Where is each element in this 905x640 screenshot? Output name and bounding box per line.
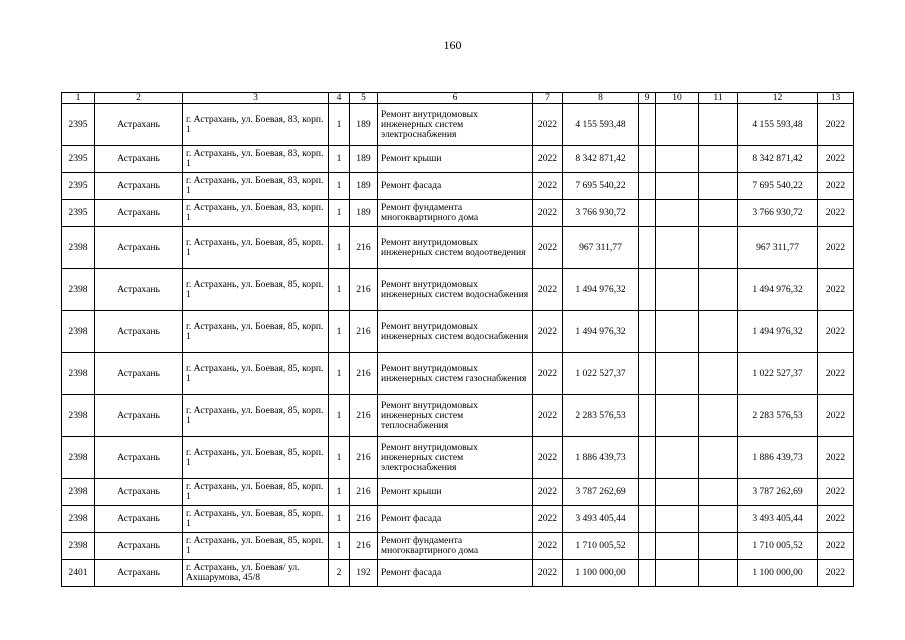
city-cell: Астрахань [95,353,183,395]
col9-cell [639,227,656,269]
col10-cell [656,269,699,311]
column-header: 8 [563,93,639,104]
total-cost-cell: 1 886 439,73 [738,437,818,479]
cost-cell: 3 787 262,69 [563,479,639,506]
address-cell: г. Астрахань, ул. Боевая, 85, корп. 1 [183,437,329,479]
col5-cell: 216 [350,227,378,269]
col11-cell [699,533,738,560]
col5-cell: 216 [350,269,378,311]
total-cost-cell: 2 283 576,53 [738,395,818,437]
total-cost-cell: 3 766 930,72 [738,200,818,227]
total-cost-cell: 1 022 527,37 [738,353,818,395]
year-cell: 2022 [533,533,563,560]
col11-cell [699,506,738,533]
col11-cell [699,104,738,146]
table-row [62,533,854,560]
address-cell: г. Астрахань, ул. Боевая/ ул. Ахшарумова, 45/8 [183,560,329,587]
table-row [62,269,854,311]
column-header: 3 [183,93,329,104]
work-type-cell: Ремонт фасада [378,173,533,200]
col4-cell: 1 [329,395,350,437]
col11-cell [699,227,738,269]
work-type-cell: Ремонт внутридомовых инженерных систем водоотведения [378,227,533,269]
cost-cell: 8 342 871,42 [563,146,639,173]
col9-cell [639,479,656,506]
completion-year-cell: 2022 [818,227,854,269]
col5-cell: 192 [350,560,378,587]
col10-cell [656,173,699,200]
completion-year-cell: 2022 [818,437,854,479]
work-type-cell: Ремонт фасада [378,506,533,533]
column-header: 11 [699,93,738,104]
city-cell: Астрахань [95,200,183,227]
row-number-cell: 2398 [62,506,95,533]
col10-cell [656,395,699,437]
cost-cell: 1 494 976,32 [563,311,639,353]
row-number-cell: 2398 [62,269,95,311]
col5-cell: 216 [350,353,378,395]
col4-cell: 1 [329,353,350,395]
completion-year-cell: 2022 [818,173,854,200]
col11-cell [699,479,738,506]
col11-cell [699,353,738,395]
city-cell: Астрахань [95,533,183,560]
completion-year-cell: 2022 [818,146,854,173]
city-cell: Астрахань [95,560,183,587]
table-row [62,560,854,587]
col5-cell: 189 [350,200,378,227]
col10-cell [656,560,699,587]
total-cost-cell: 1 494 976,32 [738,269,818,311]
work-type-cell: Ремонт внутридомовых инженерных систем теплоснабжения [378,395,533,437]
col9-cell [639,437,656,479]
table-body [62,104,854,587]
total-cost-cell: 967 311,77 [738,227,818,269]
col11-cell [699,146,738,173]
address-cell: г. Астрахань, ул. Боевая, 83, корп. 1 [183,200,329,227]
year-cell: 2022 [533,173,563,200]
page-number: 160 [443,38,462,52]
col9-cell [639,269,656,311]
completion-year-cell: 2022 [818,533,854,560]
col4-cell: 1 [329,104,350,146]
col9-cell [639,506,656,533]
col5-cell: 216 [350,479,378,506]
city-cell: Астрахань [95,227,183,269]
completion-year-cell: 2022 [818,269,854,311]
column-header: 5 [350,93,378,104]
col10-cell [656,227,699,269]
column-header: 2 [95,93,183,104]
year-cell: 2022 [533,395,563,437]
col4-cell: 1 [329,200,350,227]
table-row [62,506,854,533]
row-number-cell: 2398 [62,311,95,353]
city-cell: Астрахань [95,104,183,146]
col9-cell [639,311,656,353]
completion-year-cell: 2022 [818,104,854,146]
address-cell: г. Астрахань, ул. Боевая, 83, корп. 1 [183,146,329,173]
col4-cell: 1 [329,227,350,269]
work-type-cell: Ремонт внутридомовых инженерных систем электроснабжения [378,104,533,146]
work-type-cell: Ремонт внутридомовых инженерных систем водоснабжения [378,269,533,311]
col11-cell [699,269,738,311]
completion-year-cell: 2022 [818,479,854,506]
col11-cell [699,560,738,587]
cost-cell: 1 886 439,73 [563,437,639,479]
total-cost-cell: 7 695 540,22 [738,173,818,200]
col4-cell: 1 [329,269,350,311]
row-number-cell: 2398 [62,227,95,269]
address-cell: г. Астрахань, ул. Боевая, 83, корп. 1 [183,104,329,146]
completion-year-cell: 2022 [818,560,854,587]
col5-cell: 216 [350,311,378,353]
row-number-cell: 2398 [62,533,95,560]
col10-cell [656,437,699,479]
work-type-cell: Ремонт крыши [378,479,533,506]
row-number-cell: 2398 [62,479,95,506]
col10-cell [656,200,699,227]
cost-cell: 1 100 000,00 [563,560,639,587]
year-cell: 2022 [533,227,563,269]
col11-cell [699,395,738,437]
col5-cell: 216 [350,533,378,560]
table-row [62,353,854,395]
address-cell: г. Астрахань, ул. Боевая, 83, корп. 1 [183,173,329,200]
col5-cell: 216 [350,395,378,437]
column-header: 6 [378,93,533,104]
col4-cell: 1 [329,146,350,173]
col10-cell [656,146,699,173]
col11-cell [699,173,738,200]
year-cell: 2022 [533,104,563,146]
address-cell: г. Астрахань, ул. Боевая, 85, корп. 1 [183,506,329,533]
col9-cell [639,146,656,173]
table-row [62,104,854,146]
year-cell: 2022 [533,560,563,587]
cost-cell: 4 155 593,48 [563,104,639,146]
col11-cell [699,200,738,227]
row-number-cell: 2395 [62,200,95,227]
city-cell: Астрахань [95,437,183,479]
column-header: 9 [639,93,656,104]
col4-cell: 1 [329,533,350,560]
total-cost-cell: 4 155 593,48 [738,104,818,146]
col9-cell [639,104,656,146]
column-header: 13 [818,93,854,104]
row-number-cell: 2398 [62,353,95,395]
table-row [62,395,854,437]
col4-cell: 1 [329,311,350,353]
address-cell: г. Астрахань, ул. Боевая, 85, корп. 1 [183,311,329,353]
work-type-cell: Ремонт фундамента многоквартирного дома [378,533,533,560]
cost-cell: 967 311,77 [563,227,639,269]
completion-year-cell: 2022 [818,506,854,533]
work-type-cell: Ремонт внутридомовых инженерных систем электроснабжения [378,437,533,479]
city-cell: Астрахань [95,506,183,533]
table-row [62,227,854,269]
row-number-cell: 2398 [62,437,95,479]
column-header: 1 [62,93,95,104]
city-cell: Астрахань [95,395,183,437]
table-row [62,479,854,506]
col10-cell [656,479,699,506]
col9-cell [639,395,656,437]
completion-year-cell: 2022 [818,353,854,395]
row-number-cell: 2401 [62,560,95,587]
row-number-cell: 2395 [62,104,95,146]
col5-cell: 189 [350,173,378,200]
address-cell: г. Астрахань, ул. Боевая, 85, корп. 1 [183,533,329,560]
year-cell: 2022 [533,269,563,311]
col4-cell: 2 [329,560,350,587]
col9-cell [639,173,656,200]
cost-cell: 3 766 930,72 [563,200,639,227]
work-type-cell: Ремонт фасада [378,560,533,587]
col5-cell: 216 [350,506,378,533]
total-cost-cell: 1 100 000,00 [738,560,818,587]
row-number-cell: 2395 [62,146,95,173]
address-cell: г. Астрахань, ул. Боевая, 85, корп. 1 [183,269,329,311]
col10-cell [656,104,699,146]
row-number-cell: 2395 [62,173,95,200]
col10-cell [656,506,699,533]
completion-year-cell: 2022 [818,200,854,227]
total-cost-cell: 3 787 262,69 [738,479,818,506]
address-cell: г. Астрахань, ул. Боевая, 85, корп. 1 [183,353,329,395]
column-header: 4 [329,93,350,104]
column-header: 7 [533,93,563,104]
col5-cell: 189 [350,104,378,146]
col11-cell [699,311,738,353]
total-cost-cell: 1 710 005,52 [738,533,818,560]
completion-year-cell: 2022 [818,395,854,437]
total-cost-cell: 1 494 976,32 [738,311,818,353]
col5-cell: 189 [350,146,378,173]
city-cell: Астрахань [95,173,183,200]
cost-cell: 1 022 527,37 [563,353,639,395]
total-cost-cell: 8 342 871,42 [738,146,818,173]
col10-cell [656,311,699,353]
city-cell: Астрахань [95,146,183,173]
col4-cell: 1 [329,506,350,533]
year-cell: 2022 [533,146,563,173]
col4-cell: 1 [329,479,350,506]
column-header: 10 [656,93,699,104]
table-row [62,200,854,227]
address-cell: г. Астрахань, ул. Боевая, 85, корп. 1 [183,479,329,506]
work-type-cell: Ремонт фундамента многоквартирного дома [378,200,533,227]
city-cell: Астрахань [95,311,183,353]
col9-cell [639,353,656,395]
column-header: 12 [738,93,818,104]
repair-schedule-table [61,92,854,587]
col4-cell: 1 [329,173,350,200]
total-cost-cell: 3 493 405,44 [738,506,818,533]
work-type-cell: Ремонт внутридомовых инженерных систем водоснабжения [378,311,533,353]
table-row [62,173,854,200]
table-row [62,146,854,173]
completion-year-cell: 2022 [818,311,854,353]
col11-cell [699,437,738,479]
city-cell: Астрахань [95,269,183,311]
year-cell: 2022 [533,506,563,533]
year-cell: 2022 [533,479,563,506]
table-row [62,311,854,353]
col9-cell [639,200,656,227]
col4-cell: 1 [329,437,350,479]
year-cell: 2022 [533,437,563,479]
year-cell: 2022 [533,311,563,353]
col9-cell [639,560,656,587]
cost-cell: 1 710 005,52 [563,533,639,560]
year-cell: 2022 [533,200,563,227]
col10-cell [656,353,699,395]
cost-cell: 3 493 405,44 [563,506,639,533]
table-row [62,437,854,479]
column-number-row [62,93,854,104]
col9-cell [639,533,656,560]
year-cell: 2022 [533,353,563,395]
work-type-cell: Ремонт крыши [378,146,533,173]
col10-cell [656,533,699,560]
work-type-cell: Ремонт внутридомовых инженерных систем газоснабжения [378,353,533,395]
cost-cell: 2 283 576,53 [563,395,639,437]
col5-cell: 216 [350,437,378,479]
address-cell: г. Астрахань, ул. Боевая, 85, корп. 1 [183,227,329,269]
city-cell: Астрахань [95,479,183,506]
cost-cell: 7 695 540,22 [563,173,639,200]
address-cell: г. Астрахань, ул. Боевая, 85, корп. 1 [183,395,329,437]
row-number-cell: 2398 [62,395,95,437]
cost-cell: 1 494 976,32 [563,269,639,311]
